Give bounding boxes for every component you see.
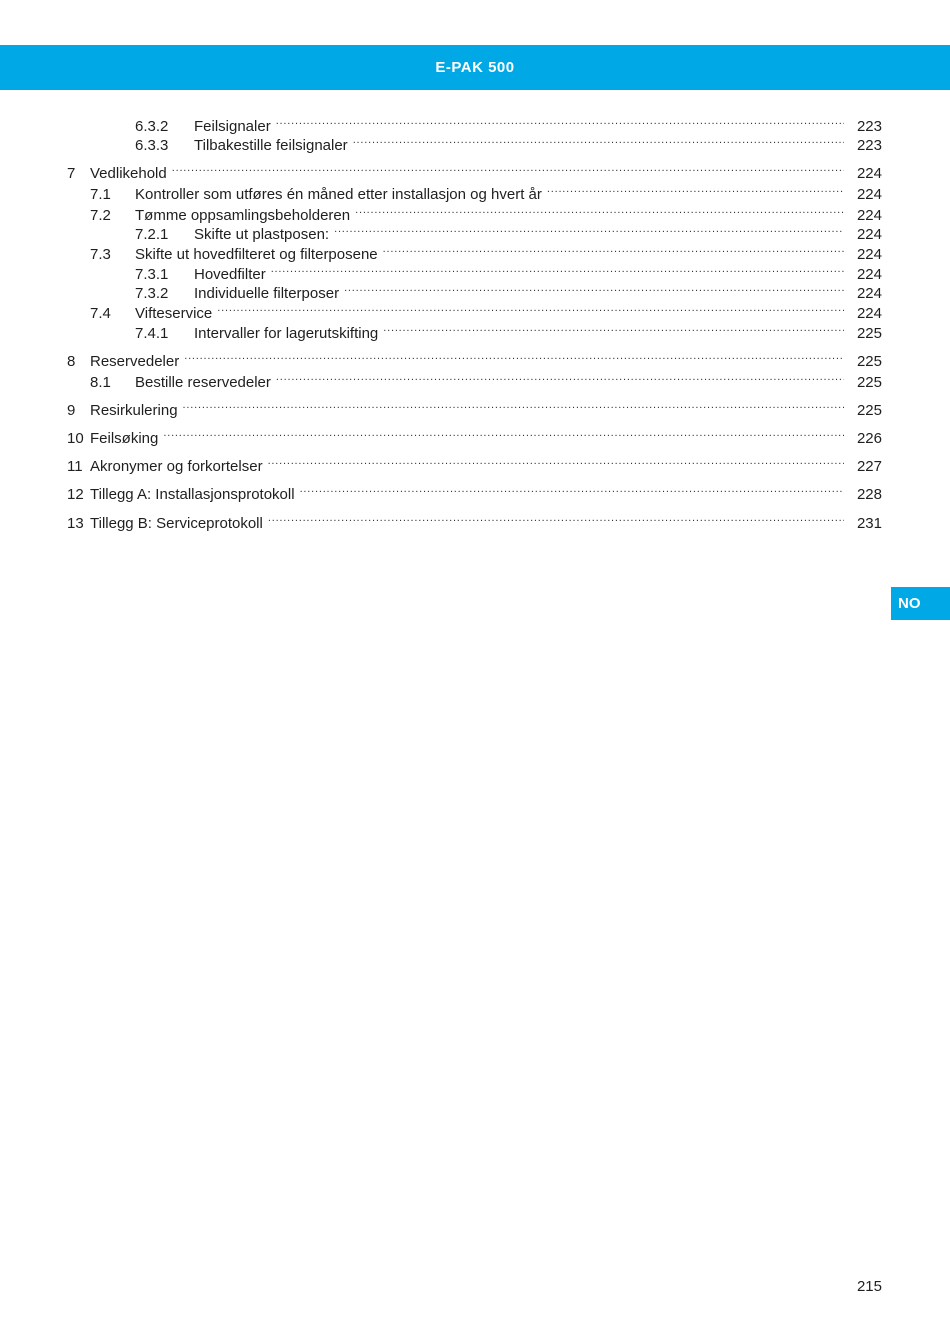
toc-entry-title: Feilsøking [90,430,159,447]
toc-entry-title: Tillegg B: Serviceprotokoll [90,515,263,532]
toc-entry-number: 8 [67,353,76,370]
toc-leader-dots [383,318,844,338]
toc-entry[interactable] [67,508,882,532]
toc-entry-number: 7.1 [90,186,111,203]
toc-leader-dots [353,130,844,150]
toc-entry-number: 9 [67,402,76,419]
toc-leader-dots [163,423,844,443]
toc-entry-number: 7 [67,165,76,182]
toc-entry[interactable] [67,346,882,370]
toc-leader-dots [276,367,844,387]
toc-entry-page: 225 [856,374,882,391]
toc-entry-page: 223 [856,118,882,135]
toc-entry-number: 7.4 [90,305,111,322]
toc-entry-number: 12 [67,486,84,503]
toc-entry-title: Hovedfilter [194,266,266,283]
toc-leader-dots [268,451,844,471]
toc-entry-page: 224 [856,226,882,243]
toc-leader-dots [268,508,844,528]
toc-entry-number: 7.3.1 [135,266,169,283]
toc-entry[interactable] [67,451,882,475]
toc-entry-title: Resirkulering [90,402,178,419]
toc-entry-page: 224 [856,266,882,283]
toc-leader-dots [383,239,844,259]
page-number: 215 [856,1278,882,1295]
toc-entry-page: 225 [856,402,882,419]
toc-entry-title: Reservedeler [90,353,180,370]
toc-entry[interactable] [90,298,882,322]
toc-entry-page: 224 [856,246,882,263]
toc-entry-title: Tilbakestille feilsignaler [194,137,348,154]
language-tab [891,587,950,620]
toc-entry-number: 10 [67,430,84,447]
toc-entry-page: 224 [856,285,882,302]
toc-entry-title: Intervaller for lagerutskifting [194,325,379,342]
toc-entry[interactable] [67,395,882,419]
toc-entry[interactable] [90,367,882,391]
toc-entry-title: Feilsignaler [194,118,271,135]
toc-leader-dots [344,278,844,298]
toc-leader-dots [355,200,844,220]
toc-entry[interactable] [135,111,882,135]
toc-entry-page: 224 [856,165,882,182]
toc-entry[interactable] [90,200,882,224]
toc-leader-dots [276,111,844,131]
toc-entry[interactable] [90,179,882,203]
toc-leader-dots [300,479,844,499]
language-tab-label: NO [898,595,921,612]
toc-entry-number: 13 [67,515,84,532]
toc-leader-dots [184,346,844,366]
toc-entry-number: 6.3.2 [135,118,169,135]
toc-entry[interactable] [67,158,882,182]
toc-entry-title: Vifteservice [135,305,213,322]
toc-entry-page: 225 [856,325,882,342]
toc-entry-title: Akronymer og forkortelser [90,458,263,475]
toc-entry-page: 225 [856,353,882,370]
toc-entry-title: Tømme oppsamlingsbeholderen [135,207,351,224]
toc-entry[interactable] [135,219,882,243]
toc-entry-title: Tillegg A: Installasjonsprotokoll [90,486,295,503]
toc-leader-dots [547,179,844,199]
toc-entry-title: Kontroller som utføres én måned etter installasjon og hvert år [135,186,542,203]
toc-entry-page: 227 [856,458,882,475]
toc-leader-dots [172,158,844,178]
toc-leader-dots [217,298,844,318]
toc-entry[interactable] [67,423,882,447]
toc-entry-title: Vedlikehold [90,165,167,182]
toc-leader-dots [271,259,844,279]
toc-entry-number: 6.3.3 [135,137,169,154]
toc-entry-number: 8.1 [90,374,111,391]
toc-entry-page: 231 [856,515,882,532]
toc-entry-number: 7.2.1 [135,226,169,243]
toc-entry-title: Skifte ut plastposen: [194,226,330,243]
toc-entry-number: 7.3 [90,246,111,263]
toc-entry-page: 224 [856,186,882,203]
toc-entry-title: Bestille reservedeler [135,374,271,391]
toc-entry-title: Skifte ut hovedfilteret og filterposene [135,246,378,263]
toc-leader-dots [183,395,844,415]
toc-entry-page: 228 [856,486,882,503]
document-title: E-PAK 500 [435,59,515,76]
toc-entry-number: 7.2 [90,207,111,224]
toc-entry-page: 223 [856,137,882,154]
toc-entry-number: 7.4.1 [135,325,169,342]
toc-entry[interactable] [135,278,882,302]
toc-entry-page: 224 [856,305,882,322]
toc-entry[interactable] [90,239,882,263]
toc-entry-page: 224 [856,207,882,224]
toc-entry-number: 11 [67,458,83,475]
toc-entry[interactable] [67,479,882,503]
toc-entry[interactable] [135,318,882,342]
toc-entry-page: 226 [856,430,882,447]
toc-entry[interactable] [135,259,882,283]
toc-leader-dots [334,219,844,239]
toc-entry-number: 7.3.2 [135,285,169,302]
toc-entry[interactable] [135,130,882,154]
toc-entry-title: Individuelle filterposer [194,285,340,302]
